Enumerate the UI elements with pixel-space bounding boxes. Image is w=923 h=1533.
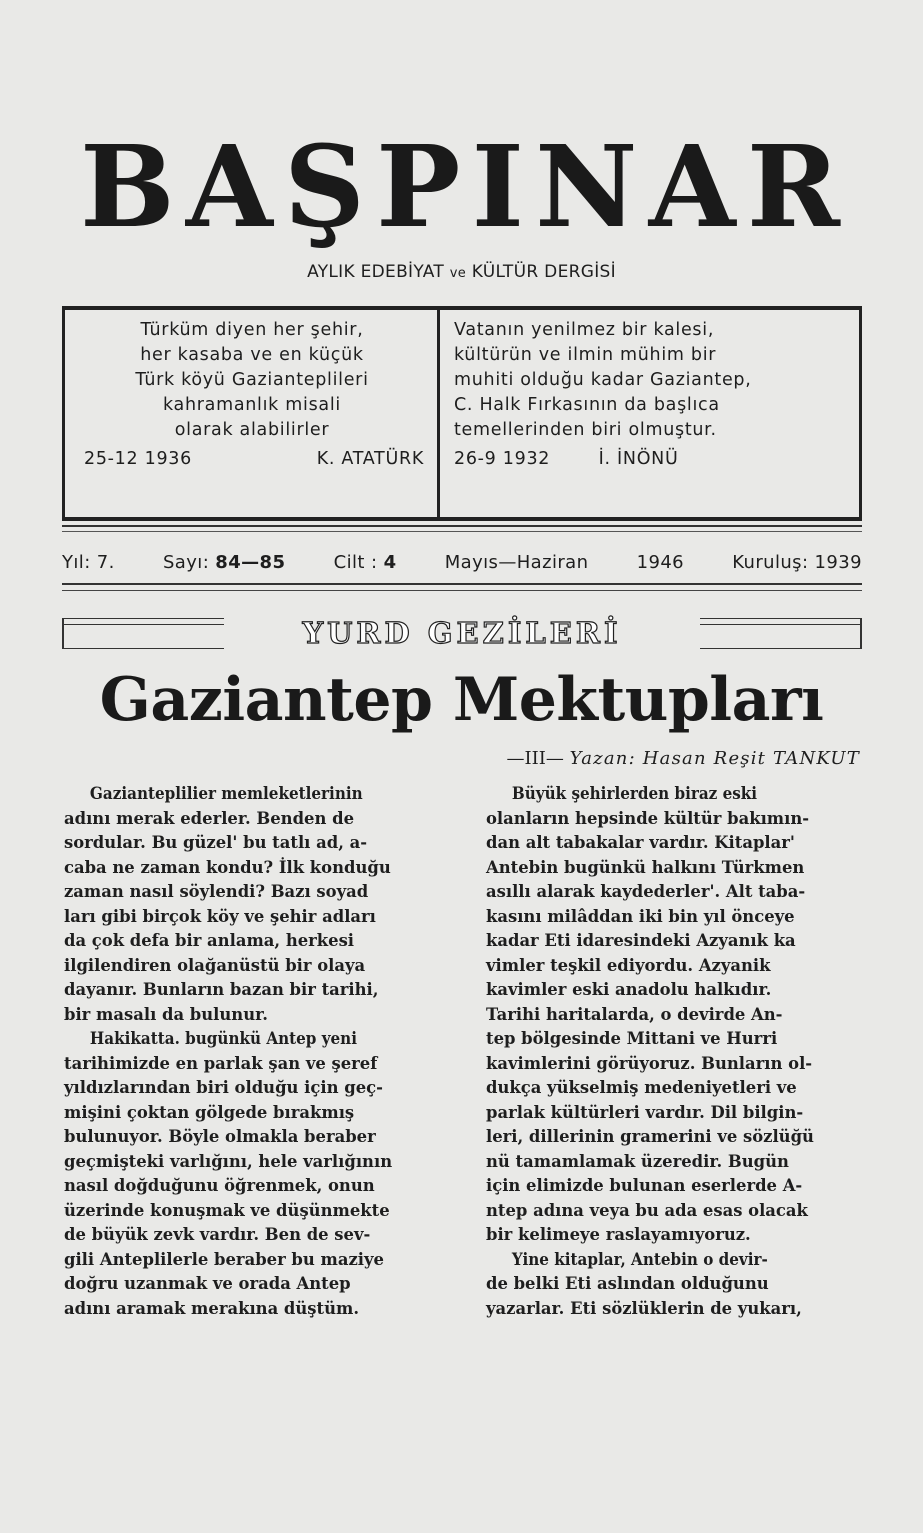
article-line: Yine kitaplar, Antebin o devir- xyxy=(511,1249,768,1269)
masthead-letter: A xyxy=(648,122,736,253)
article-author: Yazan: Hasan Reşit TANKUT xyxy=(569,748,860,769)
section-rule xyxy=(700,624,862,625)
article-line: adını aramak merakına düştüm. xyxy=(64,1298,360,1318)
article-byline xyxy=(400,748,860,769)
quote-line: muhiti olduğu kadar Gaziantep, xyxy=(454,370,752,390)
article-line: yazarlar. Eti sözlüklerin de yukarı, xyxy=(486,1298,802,1318)
article-line: dayanır. Bunların bazan bir tarihi, xyxy=(64,980,379,999)
article-line: leri, dillerinin gramerini ve sözlüğü xyxy=(486,1127,814,1146)
article-line: de büyük zevk vardır. Ben de sev- xyxy=(64,1225,371,1244)
issue-year-published: 1946 xyxy=(636,552,685,573)
article-line: yıldızlarından biri olduğu için geç- xyxy=(64,1078,383,1097)
masthead-letter: R xyxy=(746,122,840,253)
quote-author: İ. İNÖNÜ xyxy=(598,449,679,469)
article-column-left xyxy=(64,782,444,1321)
issue-number-label: Sayı: xyxy=(162,552,210,573)
quote-date: 26-9 1932 xyxy=(454,449,551,469)
issue-volume: 4 xyxy=(383,552,397,573)
article-part: —III— xyxy=(506,748,564,769)
article-line: için elimizde bulunan eserlerde A- xyxy=(486,1176,803,1195)
masthead-letter: P xyxy=(376,122,461,253)
magazine-subtitle xyxy=(0,262,923,282)
article-line: gili Anteplilerle beraber bu maziye xyxy=(64,1249,384,1269)
article-line: sordular. Bu güzel' bu tatlı ad, a- xyxy=(64,833,368,852)
masthead-letter: A xyxy=(185,122,273,253)
masthead-title xyxy=(80,122,840,253)
section-rule xyxy=(62,618,64,649)
issue-volume-group xyxy=(334,552,397,573)
article-line: dukça yükselmiş medeniyetleri ve xyxy=(486,1078,797,1097)
article-line: mişini çoktan gölgede bırakmış xyxy=(64,1102,355,1122)
quote-signature xyxy=(72,443,432,472)
section-rule xyxy=(62,618,224,619)
quote-date: 25-12 1936 xyxy=(84,449,192,469)
quote-line: kültürün ve ilmin mühim bir xyxy=(454,345,717,365)
masthead-letter: Ş xyxy=(284,122,365,253)
quote-line: Türküm diyen her şehir, xyxy=(140,320,364,340)
article-line: doğru uzanmak ve orada Antep xyxy=(64,1274,351,1293)
article-line: de belki Eti aslından olduğunu xyxy=(486,1274,769,1293)
article-line: geçmişteki varlığını, hele varlığının xyxy=(64,1151,393,1171)
article-line: parlak kültürleri vardır. Dil bilgin- xyxy=(486,1102,804,1122)
article-line: tep bölgesinde Mittani ve Hurri xyxy=(486,1029,778,1048)
article-line: dan alt tabakalar vardır. Kitaplar' xyxy=(486,833,795,852)
quote-line: temellerinden biri olmuştur. xyxy=(454,420,717,440)
subtitle-ve: ve xyxy=(449,266,467,281)
quote-line: kahramanlık misali xyxy=(163,395,341,415)
section-rule xyxy=(62,624,224,625)
section-title: YURD GEZİLERİ xyxy=(302,616,622,650)
section-rule xyxy=(700,618,862,619)
issue-info-line xyxy=(62,552,862,573)
quote-inonu xyxy=(454,318,854,472)
article-line: nü tamamlamak üzeredir. Bugün xyxy=(486,1151,789,1171)
article-line: vimler teşkil ediyordu. Azyanik xyxy=(486,955,771,975)
article-line: Antebin bugünkü halkını Türkmen xyxy=(486,857,805,877)
issue-rule xyxy=(62,583,862,585)
article-line: asıllı alarak kaydederler'. Alt taba- xyxy=(486,882,806,901)
article-line: kasını milâddan iki bin yıl önceye xyxy=(486,906,795,926)
article-line: nasıl doğduğunu öğrenmek, onun xyxy=(64,1176,375,1195)
masthead-letter: I xyxy=(471,122,524,253)
subtitle-main: AYLIK EDEBİYAT xyxy=(307,262,445,282)
article-line: olanların hepsinde kültür bakımın- xyxy=(486,808,810,828)
article-line: Büyük şehirlerden biraz eski xyxy=(511,784,758,803)
article-line: ları gibi birçok köy ve şehir adları xyxy=(64,906,376,926)
quote-line: Vatanın yenilmez bir kalesi, xyxy=(454,320,715,340)
box-rule xyxy=(62,525,862,527)
issue-number: 84—85 xyxy=(215,552,286,573)
article-line: Tarihi haritalarda, o devirde An- xyxy=(486,1004,783,1024)
article-line: kavimlerini görüyoruz. Bunların ol- xyxy=(486,1053,813,1073)
article-headline: Gaziantep Mektupları xyxy=(99,665,824,735)
section-rule xyxy=(62,648,224,649)
issue-rule xyxy=(62,590,862,591)
issue-year: Yıl: 7. xyxy=(62,552,115,573)
quote-line: her kasaba ve en küçük xyxy=(140,345,364,365)
article-line: tarihimizde en parlak şan ve şeref xyxy=(64,1053,378,1073)
section-rule xyxy=(860,618,862,649)
issue-number-group xyxy=(163,552,285,573)
quote-ataturk xyxy=(72,318,432,472)
masthead-letter: B xyxy=(80,122,175,253)
article-line: adını merak ederler. Benden de xyxy=(64,808,354,828)
article-column-right xyxy=(486,782,866,1321)
issue-founded: Kuruluş: 1939 xyxy=(732,552,862,573)
issue-months: Mayıs—Haziran xyxy=(444,552,589,573)
article-line: da çok defa bir anlama, herkesi xyxy=(64,931,355,950)
section-rule xyxy=(700,648,862,649)
quote-line: C. Halk Fırkasının da başlıca xyxy=(454,395,720,415)
article-line: ilgilendiren olağanüstü bir olaya xyxy=(64,955,366,975)
quote-box-divider xyxy=(437,306,440,521)
issue-volume-label: Cilt : xyxy=(333,552,378,573)
subtitle-rest: KÜLTÜR DERGİSİ xyxy=(471,262,616,282)
article-line: bir kelimeye raslayamıyoruz. xyxy=(486,1225,751,1244)
article-line: bulunuyor. Böyle olmakla beraber xyxy=(64,1127,376,1146)
box-rule xyxy=(62,531,862,532)
article-line: ntep adına veya bu ada esas olacak xyxy=(486,1200,808,1220)
article-line: kavimler eski anadolu halkıdır. xyxy=(486,980,772,999)
masthead-letter: N xyxy=(535,122,638,253)
article-line: Gazianteplilier memleketlerinin xyxy=(89,784,363,803)
quote-signature xyxy=(454,443,854,472)
quote-author: K. ATATÜRK xyxy=(316,449,424,469)
quote-line: olarak alabilirler xyxy=(174,420,330,440)
article-line: caba ne zaman kondu? İlk konduğu xyxy=(64,857,391,877)
article-line: kadar Eti idaresindeki Azyanık ka xyxy=(486,931,796,950)
article-line: zaman nasıl söylendi? Bazı soyad xyxy=(64,882,369,901)
article-line: bir masalı da bulunur. xyxy=(64,1004,268,1024)
quote-line: Türk köyü Gazianteplileri xyxy=(135,370,369,390)
article-line: Hakikatta. bugünkü Antep yeni xyxy=(89,1029,357,1048)
article-line: üzerinde konuşmak ve düşünmekte xyxy=(64,1200,390,1220)
